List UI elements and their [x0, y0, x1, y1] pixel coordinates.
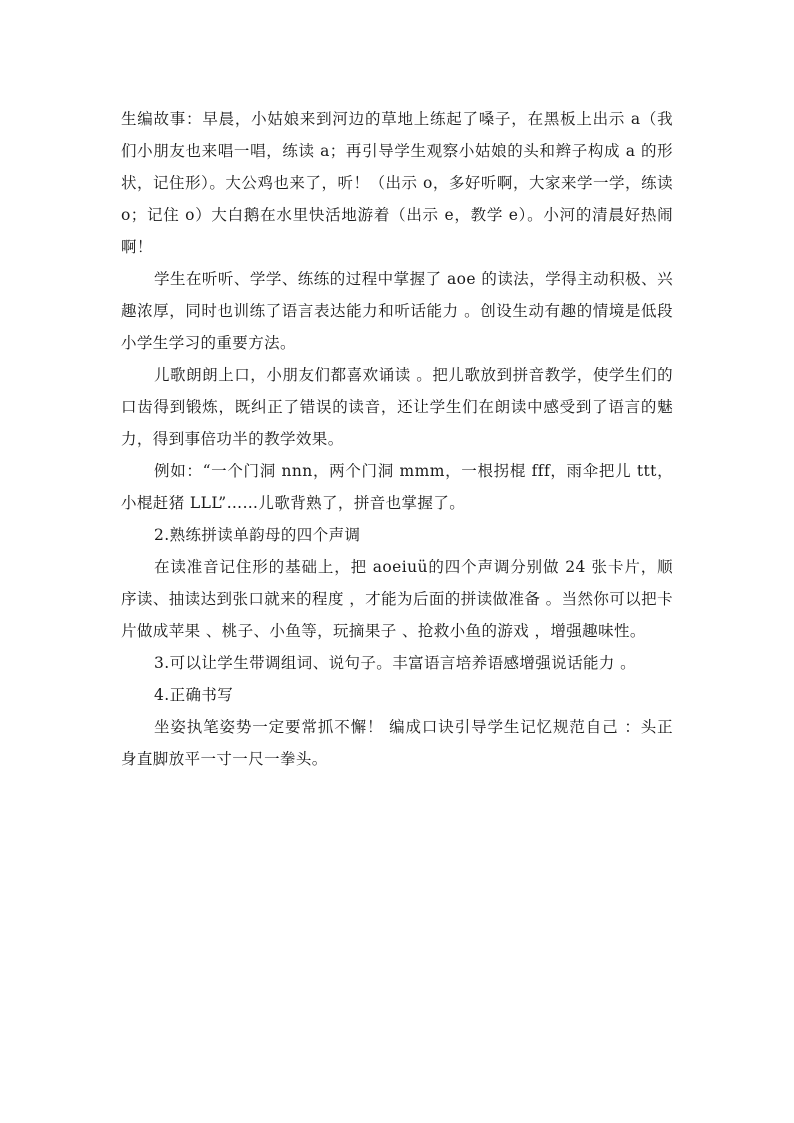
section-heading-3: 3.可以让学生带调组词、说句子。丰富语言培养语感增强说话能力 。: [154, 654, 637, 672]
section-heading-2: 2.熟练拼读单韵母的四个声调: [154, 526, 361, 544]
paragraph-example: 例如：“一个门洞 nnn，两个门洞 mmm，一根拐棍 fff，雨伞把儿 ttt，小棍赶猪 LLL”……儿歌背熟了，拼音也掌握了。: [121, 462, 673, 512]
paragraph-story: 生编故事：早晨，小姑娘来到河边的草地上练起了嗓子，在黑板上出示 a（我们小朋友也来唱一唱，练读 a；再引导学生观察小姑娘的头和辫子构成 a 的形状，记住形）。大公鸡也来了，听！（出示 o，多好听啊，大家来学一学，练读 o；记住 o）大白鹅在水里快活地游着（出示 e，教学 e）。小河的清晨好热闹啊！: [121, 110, 673, 256]
paragraph-tone-cards: 在读准音记住形的基础上，把 aoeiuü的四个声调分别做 24 张卡片，顺序读、抽读达到张口就来的程度 ，才能为后面的拼读做准备 。当然你可以把卡片做成苹果 、桃子、小鱼等，玩摘果子 、抢救小鱼的游戏 ，增强趣味性。: [121, 558, 673, 640]
paragraph-nursery-rhyme: 儿歌朗朗上口，小朋友们都喜欢诵读 。把儿歌放到拼音教学，使学生们的口齿得到锻炼，既纠正了错误的读音，还让学生们在朗读中感受到了语言的魅力，得到事倍功半的教学效果。: [121, 366, 673, 448]
section-heading-4: 4.正确书写: [154, 686, 234, 704]
paragraph-writing-posture: 坐姿执笔姿势一定要常抓不懈！ 编成口诀引导学生记忆规范自己 ：头正身直脚放平一寸一尺一拳头。: [121, 718, 673, 768]
paragraph-aoe-summary: 学生在听听、学学、练练的过程中掌握了 aoe 的读法，学得主动积极、兴趣浓厚，同时也训练了语言表达能力和听话能力 。创设生动有趣的情境是低段小学生学习的重要方法。: [121, 270, 673, 352]
document-body: [121, 103, 673, 775]
